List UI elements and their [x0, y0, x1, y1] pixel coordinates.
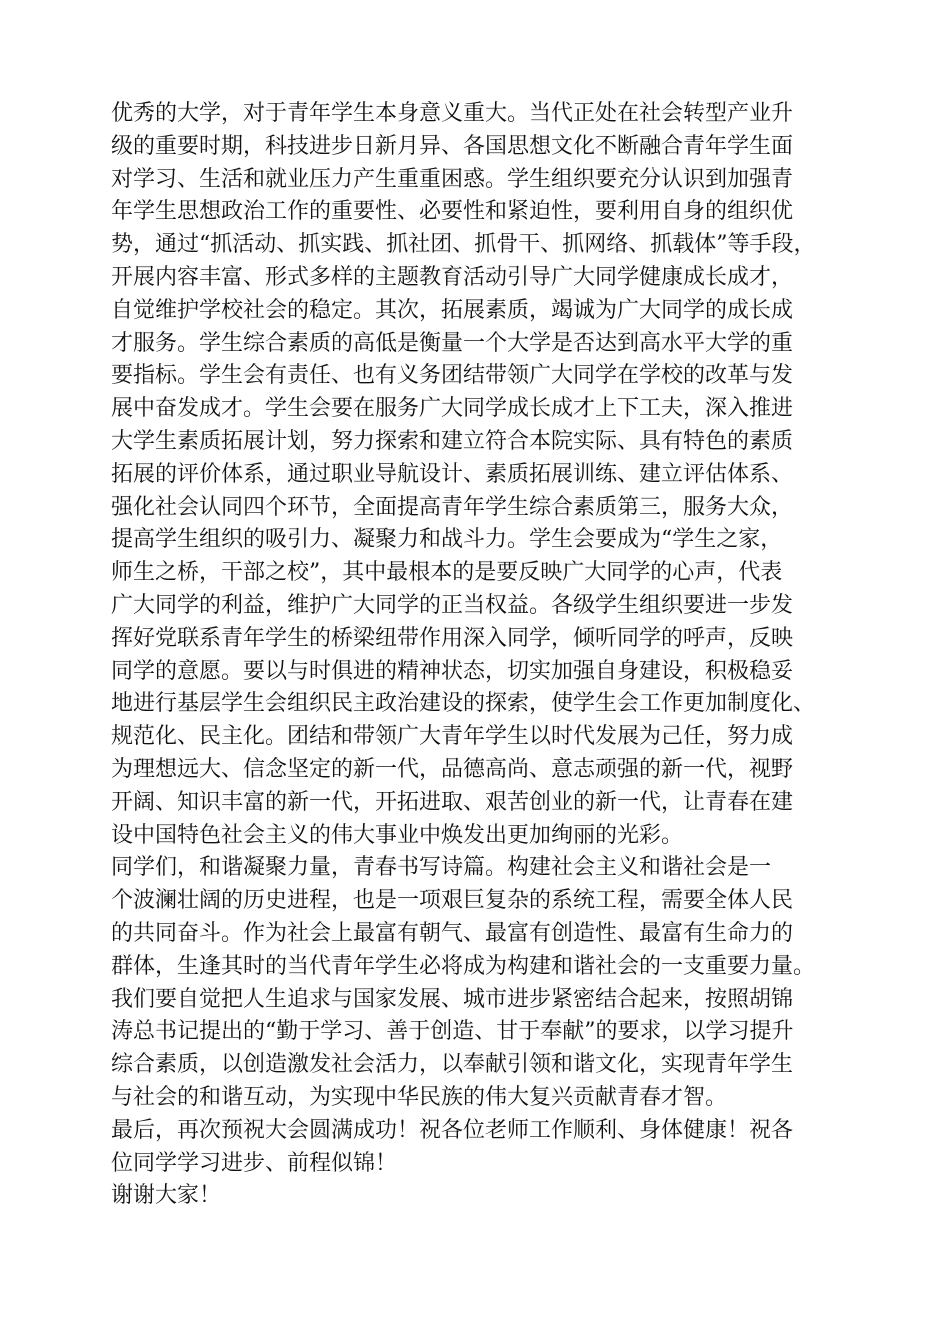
- text-line: 涛总书记提出的“勤于学习、善于创造、甘于奉献”的要求，以学习提升: [111, 1019, 794, 1045]
- text-line: 势，通过“抓活动、抓实践、抓社团、抓骨干、抓网络、抓载体”等手段，: [111, 232, 816, 258]
- text-line: 开展内容丰富、形式多样的主题教育活动引导广大同学健康成长成才，: [111, 264, 794, 290]
- text-line: 我们要自觉把人生追求与国家发展、城市进步紧密结合起来，按照胡锦: [111, 986, 794, 1012]
- text-line: 挥好党联系青年学生的桥梁纽带作用深入同学，倾听同学的呼声，反映: [111, 625, 794, 651]
- text-line: 最后，再次预祝大会圆满成功！祝各位老师工作顺利、身体健康！祝各: [111, 1117, 794, 1143]
- text-line: 优秀的大学，对于青年学生本身意义重大。当代正处在社会转型产业升: [111, 101, 794, 126]
- text-line: 广大同学的利益，维护广大同学的正当权益。各级学生组织要进一步发: [111, 592, 794, 618]
- text-line: 开阔、知识丰富的新一代，开拓进取、艰苦创业的新一代，让青春在建: [111, 789, 794, 815]
- text-line: 群体，生逢其时的当代青年学生必将成为构建和谐社会的一支重要力量。: [111, 953, 816, 979]
- text-line: 同学们，和谐凝聚力量，青春书写诗篇。构建社会主义和谐社会是一: [111, 855, 772, 881]
- text-line: 对学习、生活和就业压力产生重重困惑。学生组织要充分认识到加强青: [111, 166, 794, 192]
- text-line: 提高学生组织的吸引力、凝聚力和战斗力。学生会要成为“学生之家，: [111, 527, 783, 553]
- text-line: 级的重要时期，科技进步日新月异、各国思想文化不断融合青年学生面: [111, 133, 794, 159]
- text-line: 个波澜壮阔的历史进程，也是一项艰巨复杂的系统工程，需要全体人民: [111, 888, 794, 914]
- text-line: 年学生思想政治工作的重要性、必要性和紧迫性，要利用自身的组织优: [111, 199, 794, 225]
- text-line: 大学生素质拓展计划，努力探索和建立符合本院实际、具有特色的素质: [111, 428, 794, 454]
- text-line: 拓展的评价体系，通过职业导航设计、素质拓展训练、建立评估体系、: [111, 461, 794, 487]
- text-line: 综合素质，以创造激发社会活力，以奉献引领和谐文化，实现青年学生: [111, 1052, 794, 1078]
- text-line: 强化社会认同四个环节，全面提高青年学生综合素质第三，服务大众，: [111, 494, 794, 520]
- text-line: 为理想远大、信念坚定的新一代，品德高尚、意志顽强的新一代，视野: [111, 756, 794, 782]
- text-line: 位同学学习进步、前程似锦！: [111, 1150, 398, 1176]
- text-line: 才服务。学生综合素质的高低是衡量一个大学是否达到高水平大学的重: [111, 330, 794, 356]
- text-line: 谢谢大家！: [111, 1183, 222, 1209]
- text-line: 同学的意愿。要以与时俱进的精神状态，切实加强自身建设，积极稳妥: [111, 658, 794, 684]
- text-line: 的共同奋斗。作为社会上最富有朝气、最富有创造性、最富有生命力的: [111, 920, 794, 946]
- speech-text-body: [111, 98, 851, 1213]
- text-line: 展中奋发成才。学生会要在服务广大同学成长成才上下工夫，深入推进: [111, 396, 794, 422]
- text-line: 与社会的和谐互动，为实现中华民族的伟大复兴贡献青春才智。: [111, 1084, 728, 1110]
- text-line: 自觉维护学校社会的稳定。其次，拓展素质，竭诚为广大同学的成长成: [111, 297, 794, 323]
- text-line: 地进行基层学生会组织民主政治建设的探索，使学生会工作更加制度化、: [111, 691, 816, 717]
- text-line: 要指标。学生会有责任、也有义务团结带领广大同学在学校的改革与发: [111, 363, 794, 389]
- text-line: 师生之桥，干部之校”，其中最根本的是要反映广大同学的心声，代表: [111, 560, 783, 586]
- text-line: 设中国特色社会主义的伟大事业中焕发出更加绚丽的光彩。: [111, 822, 684, 848]
- text-line: 规范化、民主化。团结和带领广大青年学生以时代发展为己任，努力成: [111, 724, 794, 750]
